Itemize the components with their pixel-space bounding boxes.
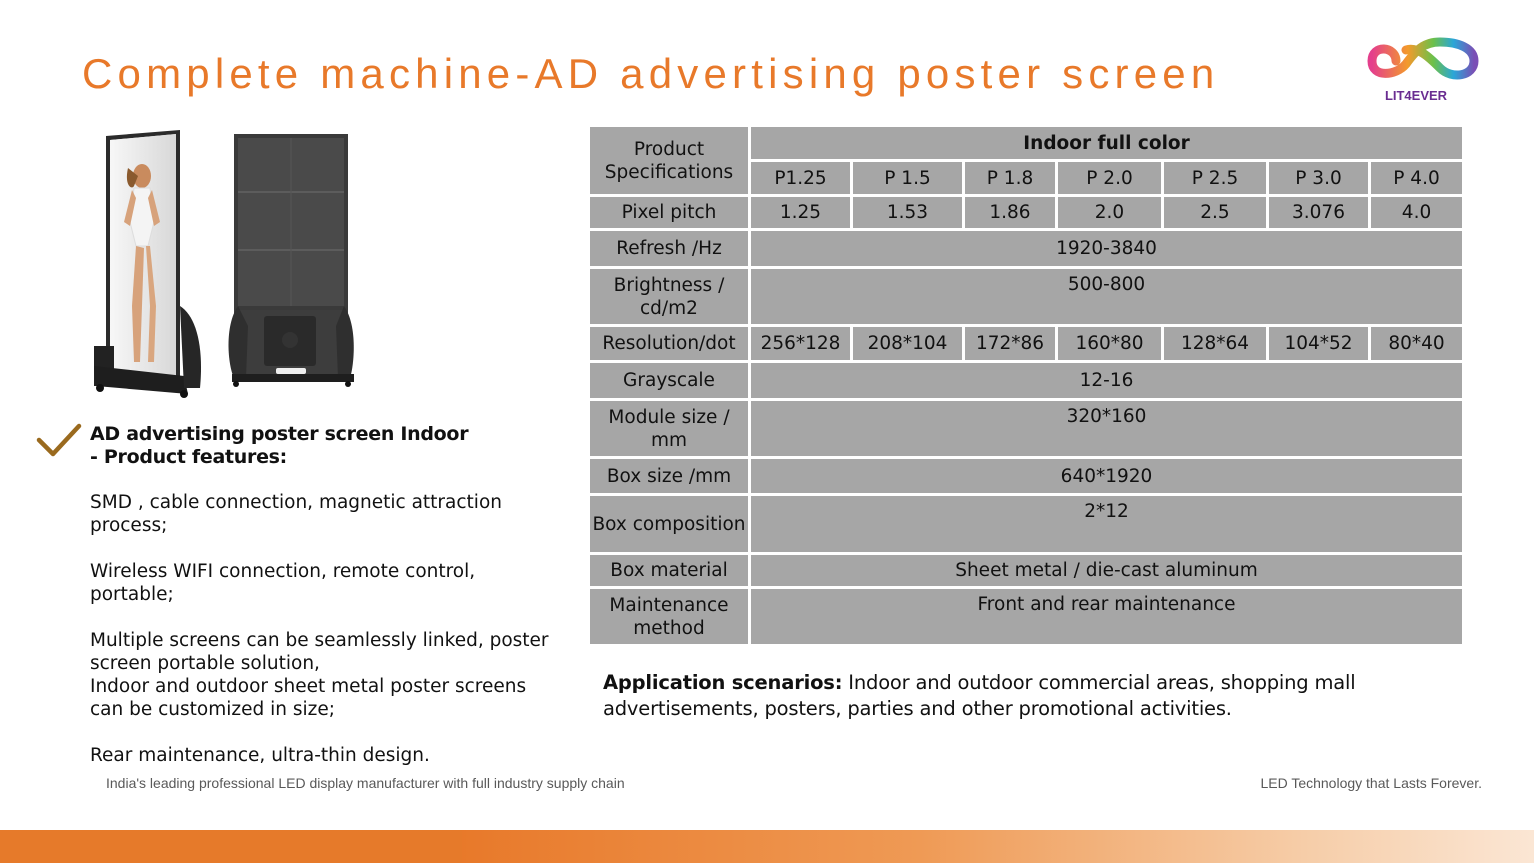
table-row xyxy=(589,326,1464,362)
footer-tagline-right: LED Technology that Lasts Forever. xyxy=(1260,775,1482,791)
features-list xyxy=(90,491,560,790)
table-cell: 12-16 xyxy=(750,362,1464,400)
row-label: Box material xyxy=(589,554,750,588)
row-label: Pixel pitch xyxy=(589,196,750,230)
model-header: P 4.0 xyxy=(1370,161,1464,196)
model-header: P 1.8 xyxy=(964,161,1057,196)
page-title: Complete machine-AD advertising poster screen xyxy=(82,50,1220,97)
table-row xyxy=(589,230,1464,268)
table-cell: 640*1920 xyxy=(750,458,1464,495)
application-text: Indoor and outdoor commercial areas, shopping mall advertisements, posters, parties and other promotional activities. xyxy=(603,671,1356,720)
features-heading-line1: AD advertising poster screen Indoor xyxy=(90,423,469,445)
table-cell: 4.0 xyxy=(1370,196,1464,230)
table-cell: Front and rear maintenance xyxy=(750,588,1464,646)
logo-wordmark: LIT4EVER xyxy=(1384,88,1448,103)
table-row xyxy=(589,196,1464,230)
table-cell: 128*64 xyxy=(1163,326,1268,362)
poster-screen-image xyxy=(88,126,368,398)
infinity-logo-icon xyxy=(1366,36,1480,88)
table-cell: 1.86 xyxy=(964,196,1057,230)
corner-label: Product Specifications xyxy=(589,126,750,196)
table-cell: 2*12 xyxy=(750,495,1464,554)
table-row xyxy=(589,554,1464,588)
feature-item: Indoor and outdoor sheet metal poster screens can be customized in size; xyxy=(90,676,527,720)
feature-item: Multiple screens can be seamlessly linked, poster screen portable solution, xyxy=(90,630,549,674)
table-cell: Sheet metal / die-cast aluminum xyxy=(750,554,1464,588)
row-label: Maintenance method xyxy=(589,588,750,646)
table-row xyxy=(589,400,1464,458)
row-label: Resolution/dot xyxy=(589,326,750,362)
table-row xyxy=(589,458,1464,495)
feature-item: Wireless WIFI connection, remote control, portable; xyxy=(90,561,476,605)
table-cell: 80*40 xyxy=(1370,326,1464,362)
table-cell: 160*80 xyxy=(1057,326,1163,362)
table-cell: 1920-3840 xyxy=(750,230,1464,268)
table-cell: 2.0 xyxy=(1057,196,1163,230)
row-label: Box composition xyxy=(589,495,750,554)
table-cell: 1.53 xyxy=(852,196,964,230)
bottom-accent-bar xyxy=(0,830,1534,863)
row-label: Brightness / cd/m2 xyxy=(589,268,750,326)
table-cell: 500-800 xyxy=(750,268,1464,326)
application-label: Application scenarios: xyxy=(603,671,843,694)
feature-item: SMD , cable connection, magnetic attraction process; xyxy=(90,492,502,536)
model-header: P 3.0 xyxy=(1268,161,1370,196)
model-header: P 1.5 xyxy=(852,161,964,196)
table-row xyxy=(589,362,1464,400)
table-row xyxy=(589,495,1464,554)
row-label: Module size / mm xyxy=(589,400,750,458)
model-header: P1.25 xyxy=(750,161,852,196)
features-heading-line2: - Product features: xyxy=(90,446,287,468)
footer-tagline-left: India's leading professional LED display manufacturer with full industry supply chain xyxy=(106,775,625,791)
table-cell: 256*128 xyxy=(750,326,852,362)
brand-logo xyxy=(1366,36,1480,106)
product-photos xyxy=(88,126,368,398)
model-header: P 2.0 xyxy=(1057,161,1163,196)
row-label: Grayscale xyxy=(589,362,750,400)
table-cell: 3.076 xyxy=(1268,196,1370,230)
table-cell: 320*160 xyxy=(750,400,1464,458)
table-cell: 1.25 xyxy=(750,196,852,230)
feature-item: Rear maintenance, ultra-thin design. xyxy=(90,745,430,766)
spec-table xyxy=(587,124,1465,647)
checkmark-icon xyxy=(36,422,82,458)
group-header: Indoor full color xyxy=(750,126,1464,161)
model-header: P 2.5 xyxy=(1163,161,1268,196)
features-heading xyxy=(90,423,560,469)
table-row xyxy=(589,588,1464,646)
row-label: Refresh /Hz xyxy=(589,230,750,268)
table-cell: 172*86 xyxy=(964,326,1057,362)
table-cell: 2.5 xyxy=(1163,196,1268,230)
table-cell: 208*104 xyxy=(852,326,964,362)
table-row xyxy=(589,268,1464,326)
application-scenarios xyxy=(603,670,1383,722)
row-label: Box size /mm xyxy=(589,458,750,495)
table-cell: 104*52 xyxy=(1268,326,1370,362)
